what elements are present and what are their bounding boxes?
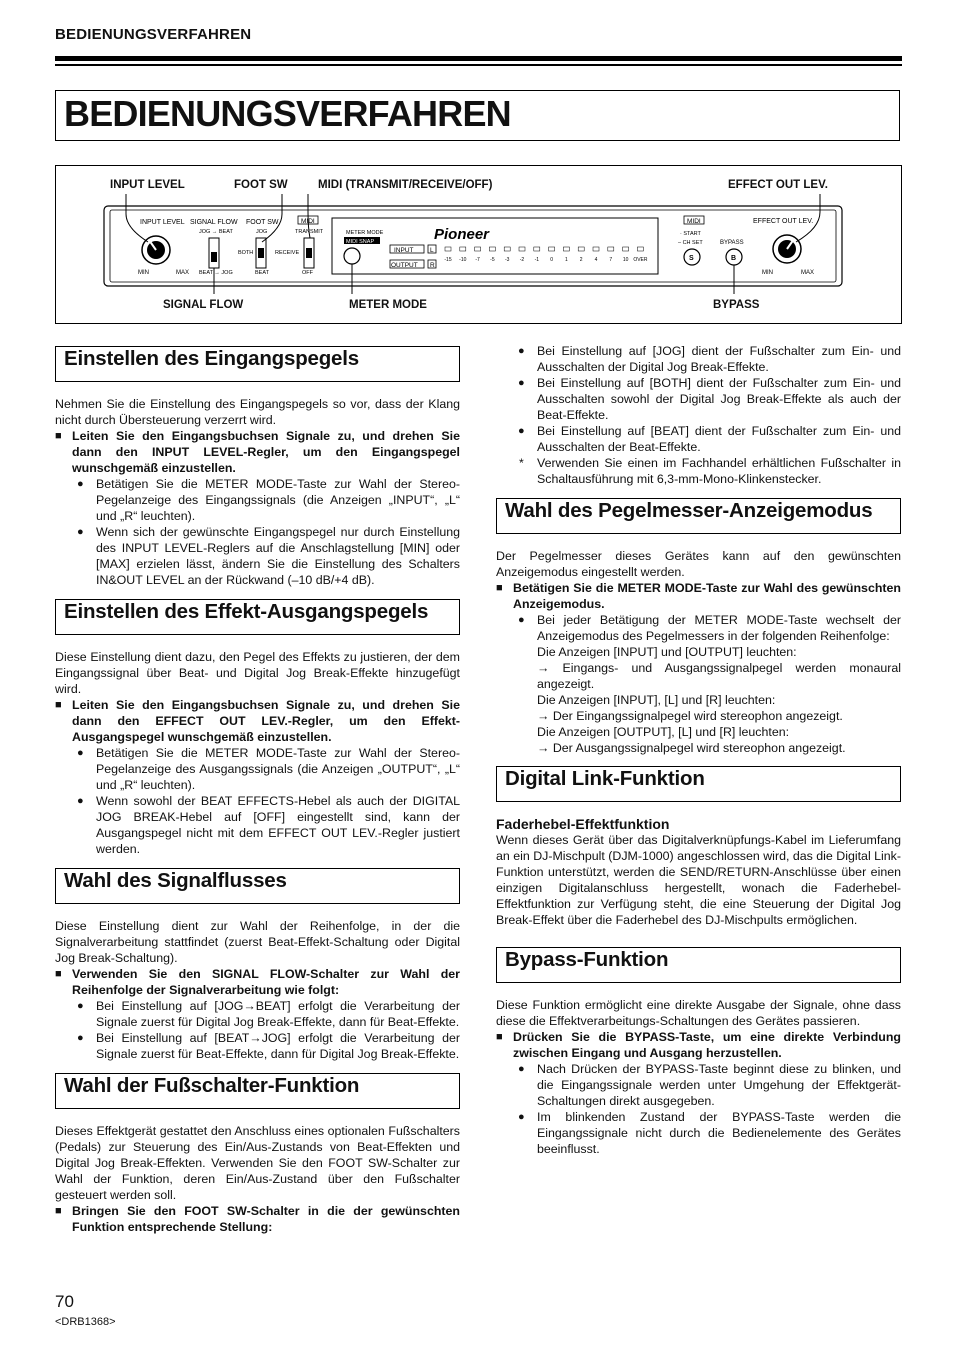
meter-led	[475, 247, 481, 251]
meter-scale-label: -1	[534, 257, 540, 263]
section-heading: Wahl des Pegelmesser-Anzeigemodus	[505, 499, 873, 522]
meter-led	[504, 247, 510, 251]
meter-scale-label: -3	[504, 257, 510, 263]
mode-line: Die Anzeigen [INPUT] und [OUTPUT] leuchten:	[537, 645, 797, 659]
dev-off: OFF	[302, 270, 313, 276]
paragraph: Wenn dieses Gerät über das Digitalverknüpfungs-Kabel im Lieferumfang an ein DJ-Mischpult (DJM-1000) angeschlossen wird, das die Digital Link-Funktion unterstützt, werden die SEND/RETURN-Anschlüsse über einen einzigen Digitalanschluss hergestellt, wonach die Faderhebel-Effektfunktion zur Verfügung steht, die eine Steuerung der Digital Jog Break-Effekt über die Faderhebel des DJ-Mischpults ermöglichen.	[496, 833, 901, 927]
section-heading: Einstellen des Effekt-Ausgangspegels	[64, 600, 429, 623]
running-header: BEDIENUNGSVERFAHREN	[55, 26, 252, 43]
mode-line: → Eingangs- und Ausgangssignalpegel werden monaural angezeigt.	[537, 661, 901, 691]
paragraph: Nehmen Sie die Einstellung des Eingangspegels so vor, dass der Klang nicht durch Übersteuerung verzerrt wird.	[55, 397, 460, 427]
meter-led	[445, 247, 451, 251]
section-heading: Digital Link-Funktion	[505, 767, 705, 790]
callout-input-level: INPUT LEVEL	[110, 179, 185, 191]
dev-beat: BEAT	[255, 270, 269, 276]
signal-flow-switch-knob	[211, 252, 217, 262]
midi-switch-knob	[306, 248, 312, 258]
bullet: ● Nach Drücken der BYPASS-Taste beginnt diese zu blinken, und die Eingangssignale werden unter Umgehung der Effektgerät-Schaltungen direkt ausgegeben.	[496, 1061, 901, 1109]
section-signalfluss	[55, 868, 460, 904]
paragraph: Diese Funktion ermöglicht eine direkte Ausgabe der Signale, ohne dass diese die Effektverarbeitungs-Schaltungen des Gerätes passieren.	[496, 998, 901, 1028]
meter-led	[563, 247, 569, 251]
meter-led	[608, 247, 614, 251]
bullet: ● Bei Einstellung auf [JOG→BEAT] erfolgt die Verarbeitung der Signale zuerst für Digital Jog Break-Effekte, dann für Beat-Effekte.	[55, 998, 460, 1030]
dev-foot-sw: FOOT SW	[246, 219, 279, 226]
section-bypass	[496, 947, 901, 983]
meter-led	[578, 247, 584, 251]
meter-led	[623, 247, 629, 251]
meter-scale-label: 2	[579, 257, 583, 263]
dev-output: OUTPUT	[391, 262, 418, 269]
meter-led	[519, 247, 525, 251]
step: ■ Betätigen Sie die METER MODE-Taste zur Wahl des gewünschten Anzeigemodus.	[496, 580, 901, 612]
dev-min: MIN	[138, 270, 149, 276]
bullet: ● Im blinkenden Zustand der BYPASS-Taste werden die Eingangssignale nicht durch die Bedienelemente des Gerätes beeinflusst.	[496, 1109, 901, 1157]
callout-signal-flow: SIGNAL FLOW	[163, 299, 244, 311]
callout-meter-mode: METER MODE	[349, 299, 427, 311]
dev-max2: MAX	[801, 270, 815, 276]
bullet: ● Wenn sowohl der BEAT EFFECTS-Hebel als auch der DIGITAL JOG BREAK-Hebel auf [OFF] eingestellt sind, kann der Ausgangspegel nicht mit dem EFFECT OUT LEV.-Regler justiert werden.	[55, 793, 460, 857]
dev-midi: MIDI	[301, 218, 315, 225]
dev-s: S	[689, 255, 694, 262]
device-drawing	[56, 166, 901, 323]
dev-midi-snap: MIDI SNAP	[346, 239, 375, 245]
bullet: ● Bei Einstellung auf [BOTH] dient der Fußschalter zum Ein- und Ausschalten sowohl der Digital Jog Break-Effekte als auch der Beat-Effekte.	[496, 375, 901, 423]
meter-led	[593, 247, 599, 251]
meter-scale-label: -15	[444, 257, 452, 263]
dev-midi2: MIDI	[687, 218, 701, 225]
meter-scale-label: 4	[594, 257, 598, 263]
dev-l: L	[430, 247, 434, 254]
left-column	[55, 346, 460, 1235]
input-level-knob	[142, 236, 170, 264]
step: ■ Drücken Sie die BYPASS-Taste, um eine direkte Verbindung zwischen Eingang und Ausgang herzustellen.	[496, 1029, 901, 1061]
dev-bypass: BYPASS	[720, 240, 744, 246]
footnote: * Verwenden Sie einen im Fachhandel erhältlichen Fußschalter in Schaltausführung mit 6,3-mm-Mono-Klinkenstecker.	[496, 455, 901, 487]
page-title-box	[55, 90, 900, 141]
dev-min2: MIN	[762, 270, 773, 276]
dev-receive: RECEIVE	[275, 250, 300, 256]
dev-jog: JOG	[256, 229, 268, 235]
document-code: <DRB1368>	[55, 1316, 116, 1328]
bullet: ● Bei jeder Betätigung der METER MODE-Taste wechselt der Anzeigemodus des Pegelmessers in der folgenden Reihenfolge:	[496, 612, 901, 644]
bullet: ● Wenn sich der gewünschte Eingangspegel nur durch Einstellung des INPUT LEVEL-Reglers auf die Anschlagstellung [MIN] oder [MAX] erzielen lässt, ändern Sie die Einstellung des Schalters IN&OUT LEVEL an der Rückwand (–10 dB/+4 dB).	[55, 524, 460, 588]
section-digital-link	[496, 766, 901, 802]
callout-midi: MIDI (TRANSMIT/RECEIVE/OFF)	[318, 179, 493, 191]
meter-scale-label: -2	[519, 257, 525, 263]
effect-out-lev-knob	[773, 235, 801, 263]
section-heading: Einstellen des Eingangspegels	[64, 347, 359, 370]
meter-led	[460, 247, 466, 251]
mode-line: Die Anzeigen [INPUT], [L] und [R] leuchten:	[537, 693, 776, 707]
callout-effect-out-lev: EFFECT OUT LEV.	[728, 179, 828, 191]
meter-scale-label: 1	[565, 257, 568, 263]
meter-scale	[444, 247, 647, 263]
paragraph: Diese Einstellung dient dazu, den Pegel des Effekts zu justieren, der dem Eingangssignal über Beat- und Digital Jog Break-Effekte hinzugefügt wird.	[55, 650, 460, 696]
dev-input-level: INPUT LEVEL	[140, 219, 185, 226]
step: ■ Verwenden Sie den SIGNAL FLOW-Schalter zur Wahl der Reihenfolge der Signalverarbeitung wie folgt:	[55, 966, 460, 998]
section-heading: Wahl des Signalflusses	[64, 869, 287, 892]
dev-ch-set: – CH SET	[678, 240, 703, 246]
dev-transmit: TRANSMIT	[295, 229, 324, 235]
dev-both: BOTH	[238, 250, 254, 256]
section-heading: Bypass-Funktion	[505, 948, 669, 971]
section-eingangspegel	[55, 346, 460, 382]
meter-led	[637, 247, 643, 251]
meter-led	[549, 247, 555, 251]
bullet: ● Bei Einstellung auf [JOG] dient der Fußschalter zum Ein- und Ausschalten der Digital Jog Break-Effekte.	[496, 343, 901, 375]
dev-r: R	[430, 262, 435, 269]
bullet: ● Bei Einstellung auf [BEAT] dient der Fußschalter zum Ein- und Ausschalten der Beat-Effekte.	[496, 423, 901, 455]
meter-display-frame	[332, 218, 658, 274]
header-rule-thick	[55, 56, 902, 61]
dev-jog-beat: JOG → BEAT	[199, 229, 233, 235]
dev-b: B	[731, 255, 737, 262]
mode-line: → Der Ausgangssignalpegel wird stereophon angezeigt.	[537, 741, 846, 755]
dev-meter-mode: METER MODE	[346, 230, 384, 236]
foot-sw-switch-knob	[258, 248, 264, 258]
section-effekt-ausgangspegel	[55, 599, 460, 635]
meter-scale-label: 7	[609, 257, 613, 263]
mode-line: → Der Eingangssignalpegel wird stereophon angezeigt.	[537, 709, 843, 723]
meter-scale-label: -7	[475, 257, 480, 263]
paragraph: Diese Einstellung dient zur Wahl der Reihenfolge, in der die Signalverarbeitung stattfindet (zuerst Beat-Effekt-Schaltung oder Digital Jog Break-Schaltung).	[55, 919, 460, 965]
bullet: ● Betätigen Sie die METER MODE-Taste zur Wahl der Stereo-Pegelanzeige des Ausgangssignals (die Anzeigen „OUTPUT“, „L“ und „R“ leuchten).	[55, 745, 460, 793]
subheading: Faderhebel-Effektfunktion	[496, 816, 670, 832]
section-pegelmesser	[496, 498, 901, 534]
dev-beat-jog: BEAT → JOG	[199, 270, 233, 276]
callout-leader-lines	[126, 194, 820, 294]
meter-led	[489, 247, 495, 251]
paragraph: Der Pegelmesser dieses Gerätes kann auf den gewünschten Anzeigemodus eingestellt werden.	[496, 549, 901, 579]
meter-scale-label: 0	[550, 257, 553, 263]
step: ■ Leiten Sie den Eingangsbuchsen Signale zu, und drehen Sie dann den INPUT LEVEL-Regler, um den Eingangspegel wunschgemäß einzustellen.	[55, 428, 460, 476]
step: ■ Bringen Sie den FOOT SW-Schalter in die der gewünschten Funktion entsprechende Stellung:	[55, 1203, 460, 1235]
meter-scale-label: 10	[622, 257, 629, 263]
dev-brand: Pioneer	[434, 226, 490, 243]
meter-scale-label: OVER	[633, 257, 648, 263]
step: ■ Leiten Sie den Eingangsbuchsen Signale zu, und drehen Sie dann den EFFECT OUT LEV.-Regler, um den Effekt-Ausgangspegel wunschgemäß einzustellen.	[55, 697, 460, 745]
mode-line: Die Anzeigen [OUTPUT], [L] und [R] leuchten:	[537, 725, 790, 739]
header-rule-thin	[55, 64, 902, 66]
meter-mode-button	[344, 248, 360, 264]
section-fussschalter	[55, 1073, 460, 1109]
meter-scale-label: -5	[490, 257, 495, 263]
callout-foot-sw: FOOT SW	[234, 179, 288, 191]
dev-effect-out-lev: EFFECT OUT LEV.	[753, 218, 814, 225]
front-panel-figure	[55, 165, 902, 324]
page-number: 70	[55, 1292, 74, 1311]
dev-start: · START	[680, 231, 701, 237]
paragraph: Dieses Effektgerät gestattet den Anschluss eines optionalen Fußschalters (Pedals) zur Steuerung des Ein/Aus-Zustands von Beat-Effekten und Digital Jog Break-Effekten. Verwenden Sie den FOOT SW-Schalter zur Wahl der Funktion, deren Ein/Aus-Zustand über den Fußschalter gesteuert werden soll.	[55, 1124, 460, 1202]
meter-scale-label: -10	[459, 257, 467, 263]
right-column	[496, 343, 901, 1157]
section-heading: Wahl der Fußschalter-Funktion	[64, 1074, 360, 1097]
bullet: ● Bei Einstellung auf [BEAT→JOG] erfolgt die Verarbeitung der Signale zuerst für Beat-Effekte, dann für Digital Jog Break-Effekte.	[55, 1030, 460, 1062]
meter-led	[534, 247, 540, 251]
dev-input: INPUT	[394, 247, 414, 254]
dev-max: MAX	[176, 270, 190, 276]
page-title: BEDIENUNGSVERFAHREN	[64, 93, 511, 134]
callout-bypass: BYPASS	[713, 299, 760, 311]
bullet: ● Betätigen Sie die METER MODE-Taste zur Wahl der Stereo-Pegelanzeige des Eingangssignals (die Anzeigen „INPUT“, „L“ und „R“ leuchten).	[55, 476, 460, 524]
dev-signal-flow: SIGNAL FLOW	[190, 219, 238, 226]
